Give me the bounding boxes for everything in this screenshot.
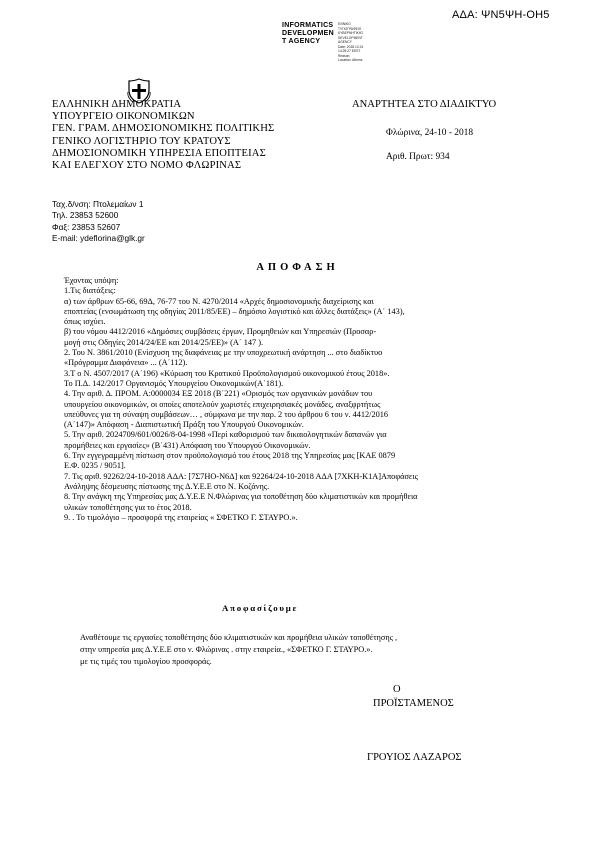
body-line: β) του νόμου 4412/2016 «Δημόσιες συμβάσεις έργων, Προμηθειών και Υπηρεσιών (Προσαρ- [64, 327, 377, 337]
body-line: Το Π.Δ. 142/2017 Οργανισμός Υπουργείου Οικονομικών(Α΄181). [64, 378, 284, 388]
body-line: 6. Την εγγεγραμμένη πίστωση στον προϋπολογισμό του έτους 2018 της Υπηρεσίας μας [ΚΑΕ 0879 [64, 451, 396, 461]
decision-text [80, 632, 397, 668]
signatory-role: ΠΡΟΪΣΤΑΜΕΝΟΣ [373, 698, 454, 709]
header-line: ΓΕΝ. ΓΡΑΜ. ΔΗΜΟΣΙΟΝΟΜΙΚΗΣ ΠΟΛΙΤΙΚΗΣ [52, 123, 275, 135]
body-line: «Πρόγραμμα Διαφάνεια» ... (Α΄112). [64, 358, 188, 368]
body-line: 9. . Το τιμολόγιο – προσφορά της εταιρείας « ΣΦΕΤΚΟ Γ. ΣΤΑΥΡΟ.». [64, 512, 298, 522]
decision-heading: Αποφασίζουμε [222, 603, 299, 613]
body-line: 3.Τ ο Ν. 4507/2017 (Α΄196) «Κύρωση του Κρατικού Προϋπολογισμού οικονομικού έτους 2018». [64, 368, 390, 378]
document-title: ΑΠΟΦΑΣΗ [256, 262, 339, 273]
signature-stamp-line: ΕΘΝΙΚΟ ΤΥΠΟΓΡΑΦΕΙΟ [338, 22, 362, 31]
body-line: α) των άρθρων 65-66, 69Δ, 76-77 του Ν. 4270/2014 «Αρχές δημοσιονομικής διαχείρισης και [64, 296, 374, 306]
digital-signature-stamp [338, 22, 363, 63]
signature-article: Ο [393, 684, 401, 695]
body-line: 2. Του Ν. 3861/2010 (Ενίσχυση της διαφάνειας με την υποχρεωτική ανάρτηση ... στο διαδίκτυο [64, 348, 383, 358]
body-line: όπως ισχύει. [64, 317, 106, 327]
decision-line: Αναθέτουμε τις εργασίες τοποθέτησης δύο κλιματιστικών και προμήθεια υλικών τοποθέτησης , [80, 633, 398, 642]
body-line: 4. Την αριθ. Δ. ΠΡΟΜ. Α:0000034 ΕΞ 2018 (Β΄221) «Ορισμός των οργανικών μονάδων του [64, 389, 373, 399]
body-line: 8. Την ανάγκη της Υπηρεσίας μας Δ.Υ.Ε.Ε Ν.Φλώρινας για τοποθέτηση δύο κλιματιστικών και προμήθεια [64, 492, 418, 502]
issuing-authority-header [52, 99, 274, 172]
body-line: υπεύθυνες για τη σύναψη συμβάσεων… , σύμφωνα με την παρ. 2 του άρθρου 6 του ν. 4412/2016 [64, 409, 389, 419]
contact-email: E-mail: ydeflorina@glk.gr [52, 233, 145, 244]
body-line: υλικών τοποθέτησης για το έτος 2018. [64, 502, 192, 512]
contact-address: Ταχ.δ/νση: Πτολεμαίων 1 [52, 199, 144, 209]
considerations-body [64, 276, 530, 523]
body-line: Έχοντας υπόψη: [64, 276, 119, 285]
header-line: ΥΠΟΥΡΓΕΙΟ ΟΙΚΟΝΟΜΙΚΩΝ [52, 111, 195, 123]
signature-stamp-line: Reason: [338, 53, 351, 58]
decision-line: με τις τιμές του τιμολογίου προσφοράς. [80, 656, 212, 666]
body-line: Ε.Φ. 0235 / 9051]. [64, 461, 126, 471]
body-line: (Α΄147)» Απόφαση - Διαπιστωτική Πράξη του Υπουργού Οικονομικών. [64, 420, 304, 430]
signature-stamp-line: ΚΥΒΕΡΝΗΤΙΚΗΣ [338, 31, 364, 35]
protocol-number: Αριθ. Πρωτ: 934 [386, 152, 450, 162]
header-line: ΚΑΙ ΕΛΕΓΧΟΥ ΣΤΟ ΝΟΜΟ ΦΛΩΡΙΝΑΣ [52, 160, 242, 172]
signature-stamp-line: Location: Athens [338, 58, 363, 62]
logo-line: INFORMATICS [282, 22, 334, 29]
contact-fax: Φαξ: 23853 52607 [52, 221, 121, 232]
body-line: προμήθειες και εργασίες» (Β΄431) Απόφαση του Υπουργού Οικονομικών. [64, 440, 311, 450]
body-line: υπουργείου οικονομικών, οι οποίες αποτελούν χωριστές επιχειρησιακές μονάδες, αναξφρτήτως [64, 399, 381, 409]
body-line: μογή στις Οδηγίες 2014/24/ΕΕ και 2014/25/ΕΕ)» (Α΄ 147 ). [64, 337, 264, 347]
header-line: ΕΛΛΗΝΙΚΗ ΔΗΜΟΚΡΑΤΙΑ [52, 99, 182, 110]
informatics-agency-logo [282, 22, 364, 62]
body-line: 5. Την αριθ. 2024709/601/0026/8-04-1998 «Περί καθορισμού των δικαιολογητικών δαπανών για [64, 430, 387, 440]
body-line: εποπτείας (ενσωμάτωση της οδηγίας 2011/85/ΕΕ) – δημόσιο λογιστικό και άλλες διατάξεις» (Α΄ 143), [64, 306, 405, 316]
logo-line: T AGENCY [282, 38, 321, 45]
signature-stamp-line: Date: 2018.10.24 14:25:27 EEST [338, 44, 364, 53]
signatory-name: ΓΡΟΥΙΟΣ ΛΑΖΑΡΟΣ [367, 752, 462, 763]
signature-stamp-line: DEVELOPMENT AGENCY [338, 35, 363, 44]
logo-line: DEVELOPMEN [282, 30, 335, 37]
body-line: 7. Τις αριθ. 92262/24-10-2018 ΑΔΑ: [7Σ7ΗΟ-Ν6Δ] και 92264/24-10-2018 ΑΔΑ [7ΧΚΗ-Κ1Α]Αποφάσεις [64, 471, 418, 481]
header-line: ΔΗΜΟΣΙΟΝΟΜΙΚΗ ΥΠΗΡΕΣΙΑ ΕΠΟΠΤΕΙΑΣ [52, 147, 266, 159]
header-line: ΓΕΝΙΚΟ ΛΟΓΙΣΤΗΡΙΟ ΤΟΥ ΚΡΑΤΟΥΣ [52, 135, 231, 147]
body-line: 1.Τις διατάξεις: [64, 286, 116, 296]
ada-code: ΑΔΑ: ΨΝ5ΨΗ-ΟΗ5 [452, 9, 550, 21]
publish-online-note: ΑΝΑΡΤΗΤΕΑ ΣΤΟ ΔΙΑΔΙΚΤΥΟ [352, 99, 497, 110]
decision-line: στην υπηρεσία μας Δ.Υ.Ε.Ε στο ν. Φλώρινας . στην εταιρεία., «ΣΦΕΤΚΟ Γ. ΣΤΑΥΡΟ.». [80, 644, 373, 654]
body-line: Ανάληψης δέσμευσης πίστωσης της Δ.Υ.Ε.Ε στο Ν. Κοζάνης. [64, 481, 270, 491]
contact-details [52, 199, 145, 245]
contact-phone: Τηλ. 23853 52600 [52, 210, 119, 221]
document-date: Φλώρινα, 24-10 - 2018 [386, 128, 474, 138]
